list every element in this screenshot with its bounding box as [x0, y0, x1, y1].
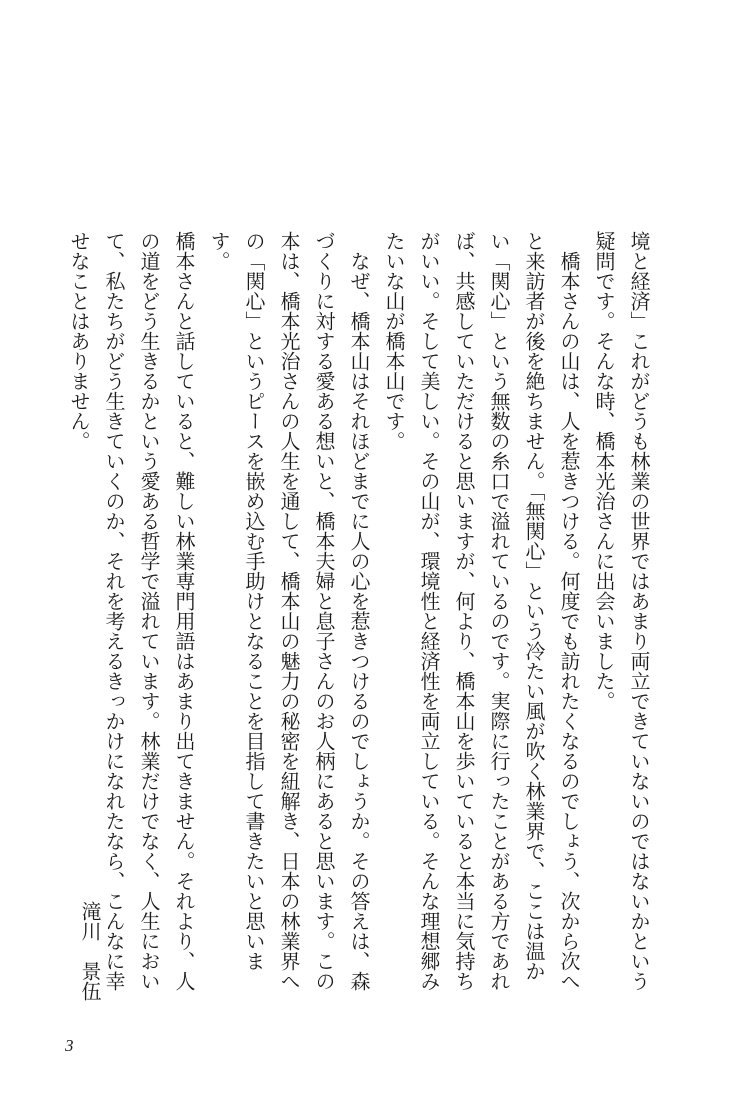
preface-paragraph-2: 橋本さんの山は、人を惹きつける。何度でも訪れたくなるのでしょう、次から次へと来訪者が後を絶ちません。「無関心」という冷たい風が吹く林業界で、ここは温かい「関心」という無数の糸口で溢れているのです。実際に行ったことがある方であれば、共感していただけると思いますが、何より、橋本山を歩いていると本当に気持ちがいい。そして美しい。その山が、環境性と経済性を両立している。そんな理想郷みたいな山が橋本山です。: [382, 231, 579, 991]
preface-text-block: [60, 231, 655, 997]
author-signature: 滝川 景伍: [78, 901, 100, 1001]
page-number: 3: [65, 1036, 74, 1055]
preface-paragraph-3: なぜ、橋本山はそれほどまでに人の心を惹きつけるのでしょうか。その答えは、森づくりに対する愛ある想いと、橋本夫婦と息子さんのお人柄にあると思います。この本は、橋本光治さんの人生を通して、橋本山の魅力の秘密を紐解き、日本の林業界への「関心」というピースを嵌め込む手助けとなることを目指して書きたいと思います。: [207, 231, 369, 991]
preface-paragraph-4: 橋本さんと話していると、難しい林業専門用語はあまり出てきません。それより、人の道をどう生きるかという愛ある哲学で溢れています。林業だけでなく、人生において、私たちがどう生きていくのか、それを考えるきっかけになれたなら、こんなに幸せなことはありません。: [67, 231, 194, 991]
preface-paragraph-1: 境と経済」これがどうも林業の世界ではあまり両立できていないのではないかという疑問です。そんな時、橋本光治さんに出会いました。: [592, 231, 649, 991]
